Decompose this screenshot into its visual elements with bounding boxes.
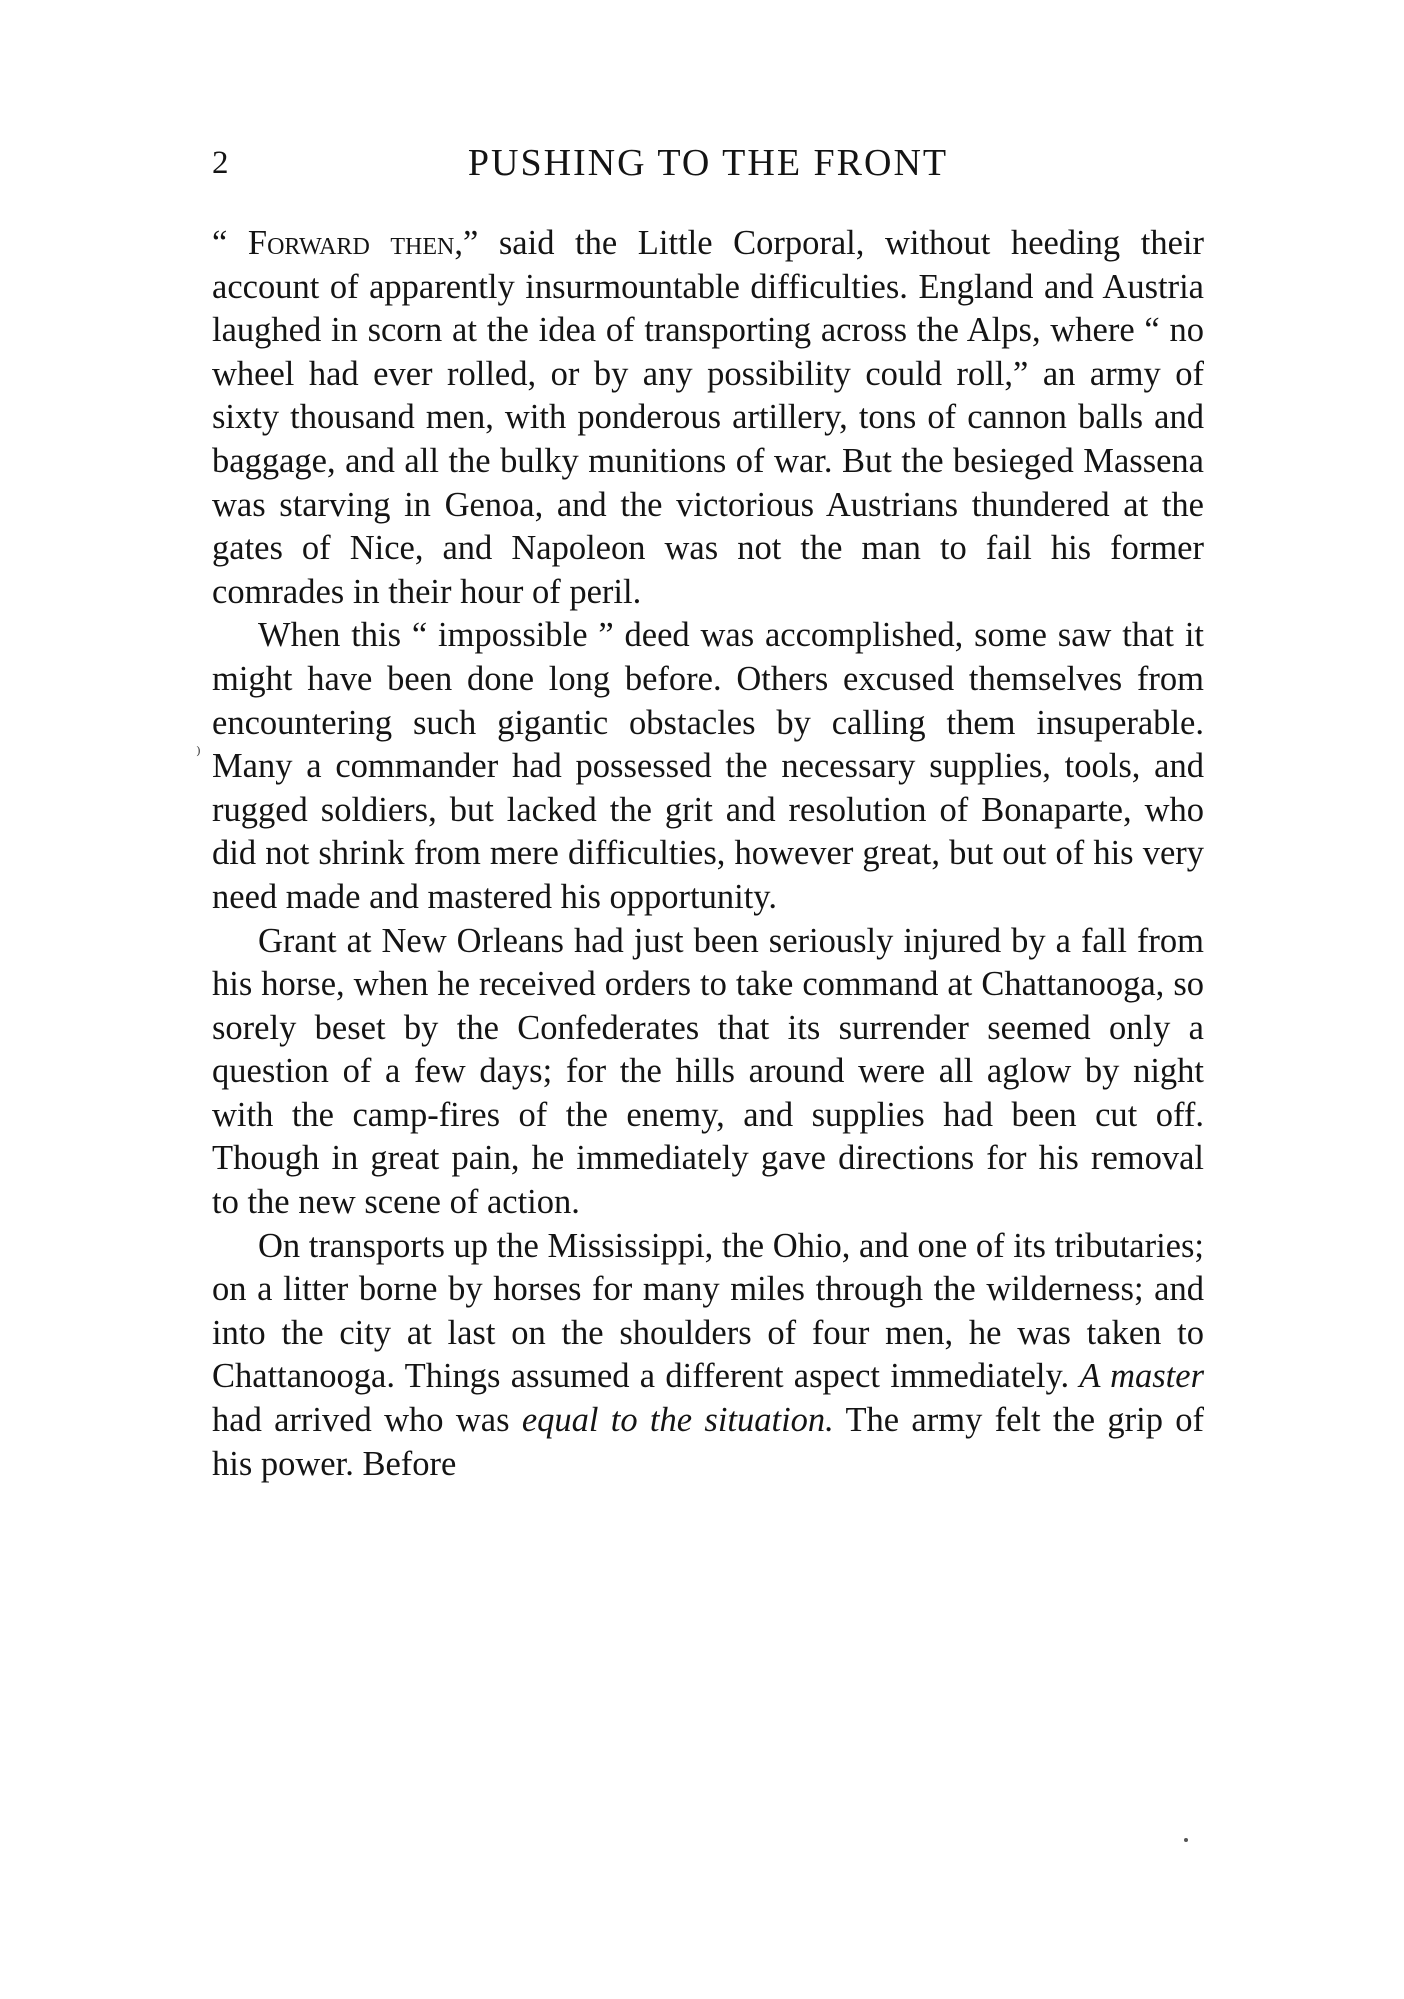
paragraph-4-text-c: The army felt the grip of his power. Before bbox=[212, 1401, 1204, 1483]
paragraph-1-small-caps: Forward then, bbox=[247, 224, 463, 262]
paragraph-2: When this “ impossible ” deed was accomplished, some saw that it might have been done long before. Others excused themselves from encountering such gigantic obstacles by calling them insuperable. Many a commander had possessed the necessary supplies, tools, and rugged soldiers, but lacked the grit and resolution of Bonaparte, who did not shrink from mere difficulties, however great, but out of his very need made and mastered his opportunity. bbox=[212, 616, 1204, 916]
paragraph-1-rest: ” said the Little Corporal, without heeding their account of apparently insurmountable difficulties. England and Austria laughed in scorn at the idea of transporting across the Alps, where “ no wheel had ever rolled, or by any possibility could roll,” an army of sixty thousand men, with ponderous artillery, tons of cannon balls and baggage, and all the bulky munitions of war. But the besieged Massena was starving in Genoa, and the victorious Austrians thundered at the gates of Nice, and Napoleon was not the man to fail his former comrades in their hour of peril. bbox=[212, 224, 1204, 611]
paragraph-4-text-a: On transports up the Mississippi, the Ohio, and one of its tributaries; on a litter borne by horses for many miles through the wilderness; and into the city at last on the shoulders of four men, he was taken to Chattanooga. Things assumed a different aspect immediately. bbox=[212, 1226, 1204, 1396]
paragraph-1-open-quote: “ bbox=[212, 224, 248, 262]
body-text bbox=[212, 222, 1204, 1486]
running-title: PUSHING TO THE FRONT bbox=[467, 142, 949, 184]
ink-dot bbox=[1184, 1838, 1188, 1842]
page-header bbox=[212, 138, 1204, 188]
paragraph-4-text-b: had arrived who was bbox=[212, 1401, 522, 1440]
paragraph-4-italic-a: A master bbox=[1079, 1357, 1204, 1396]
paragraph-3: Grant at New Orleans had just been seriously injured by a fall from his horse, when he received orders to take command at Chattanooga, so sorely beset by the Confederates that its surrender seemed only a question of a few days; for the hills around were all aglow by night with the camp-fires of the enemy, and supplies had been cut off. Though in great pain, he immediately gave directions for his removal to the new scene of action. bbox=[212, 921, 1204, 1222]
page-number: 2 bbox=[212, 145, 229, 181]
paragraph-4 bbox=[212, 1225, 1204, 1487]
paragraph-1 bbox=[212, 222, 1204, 614]
paragraph-4-italic-b: equal to the situation. bbox=[521, 1401, 834, 1440]
margin-mark: ⁾ bbox=[196, 744, 201, 766]
